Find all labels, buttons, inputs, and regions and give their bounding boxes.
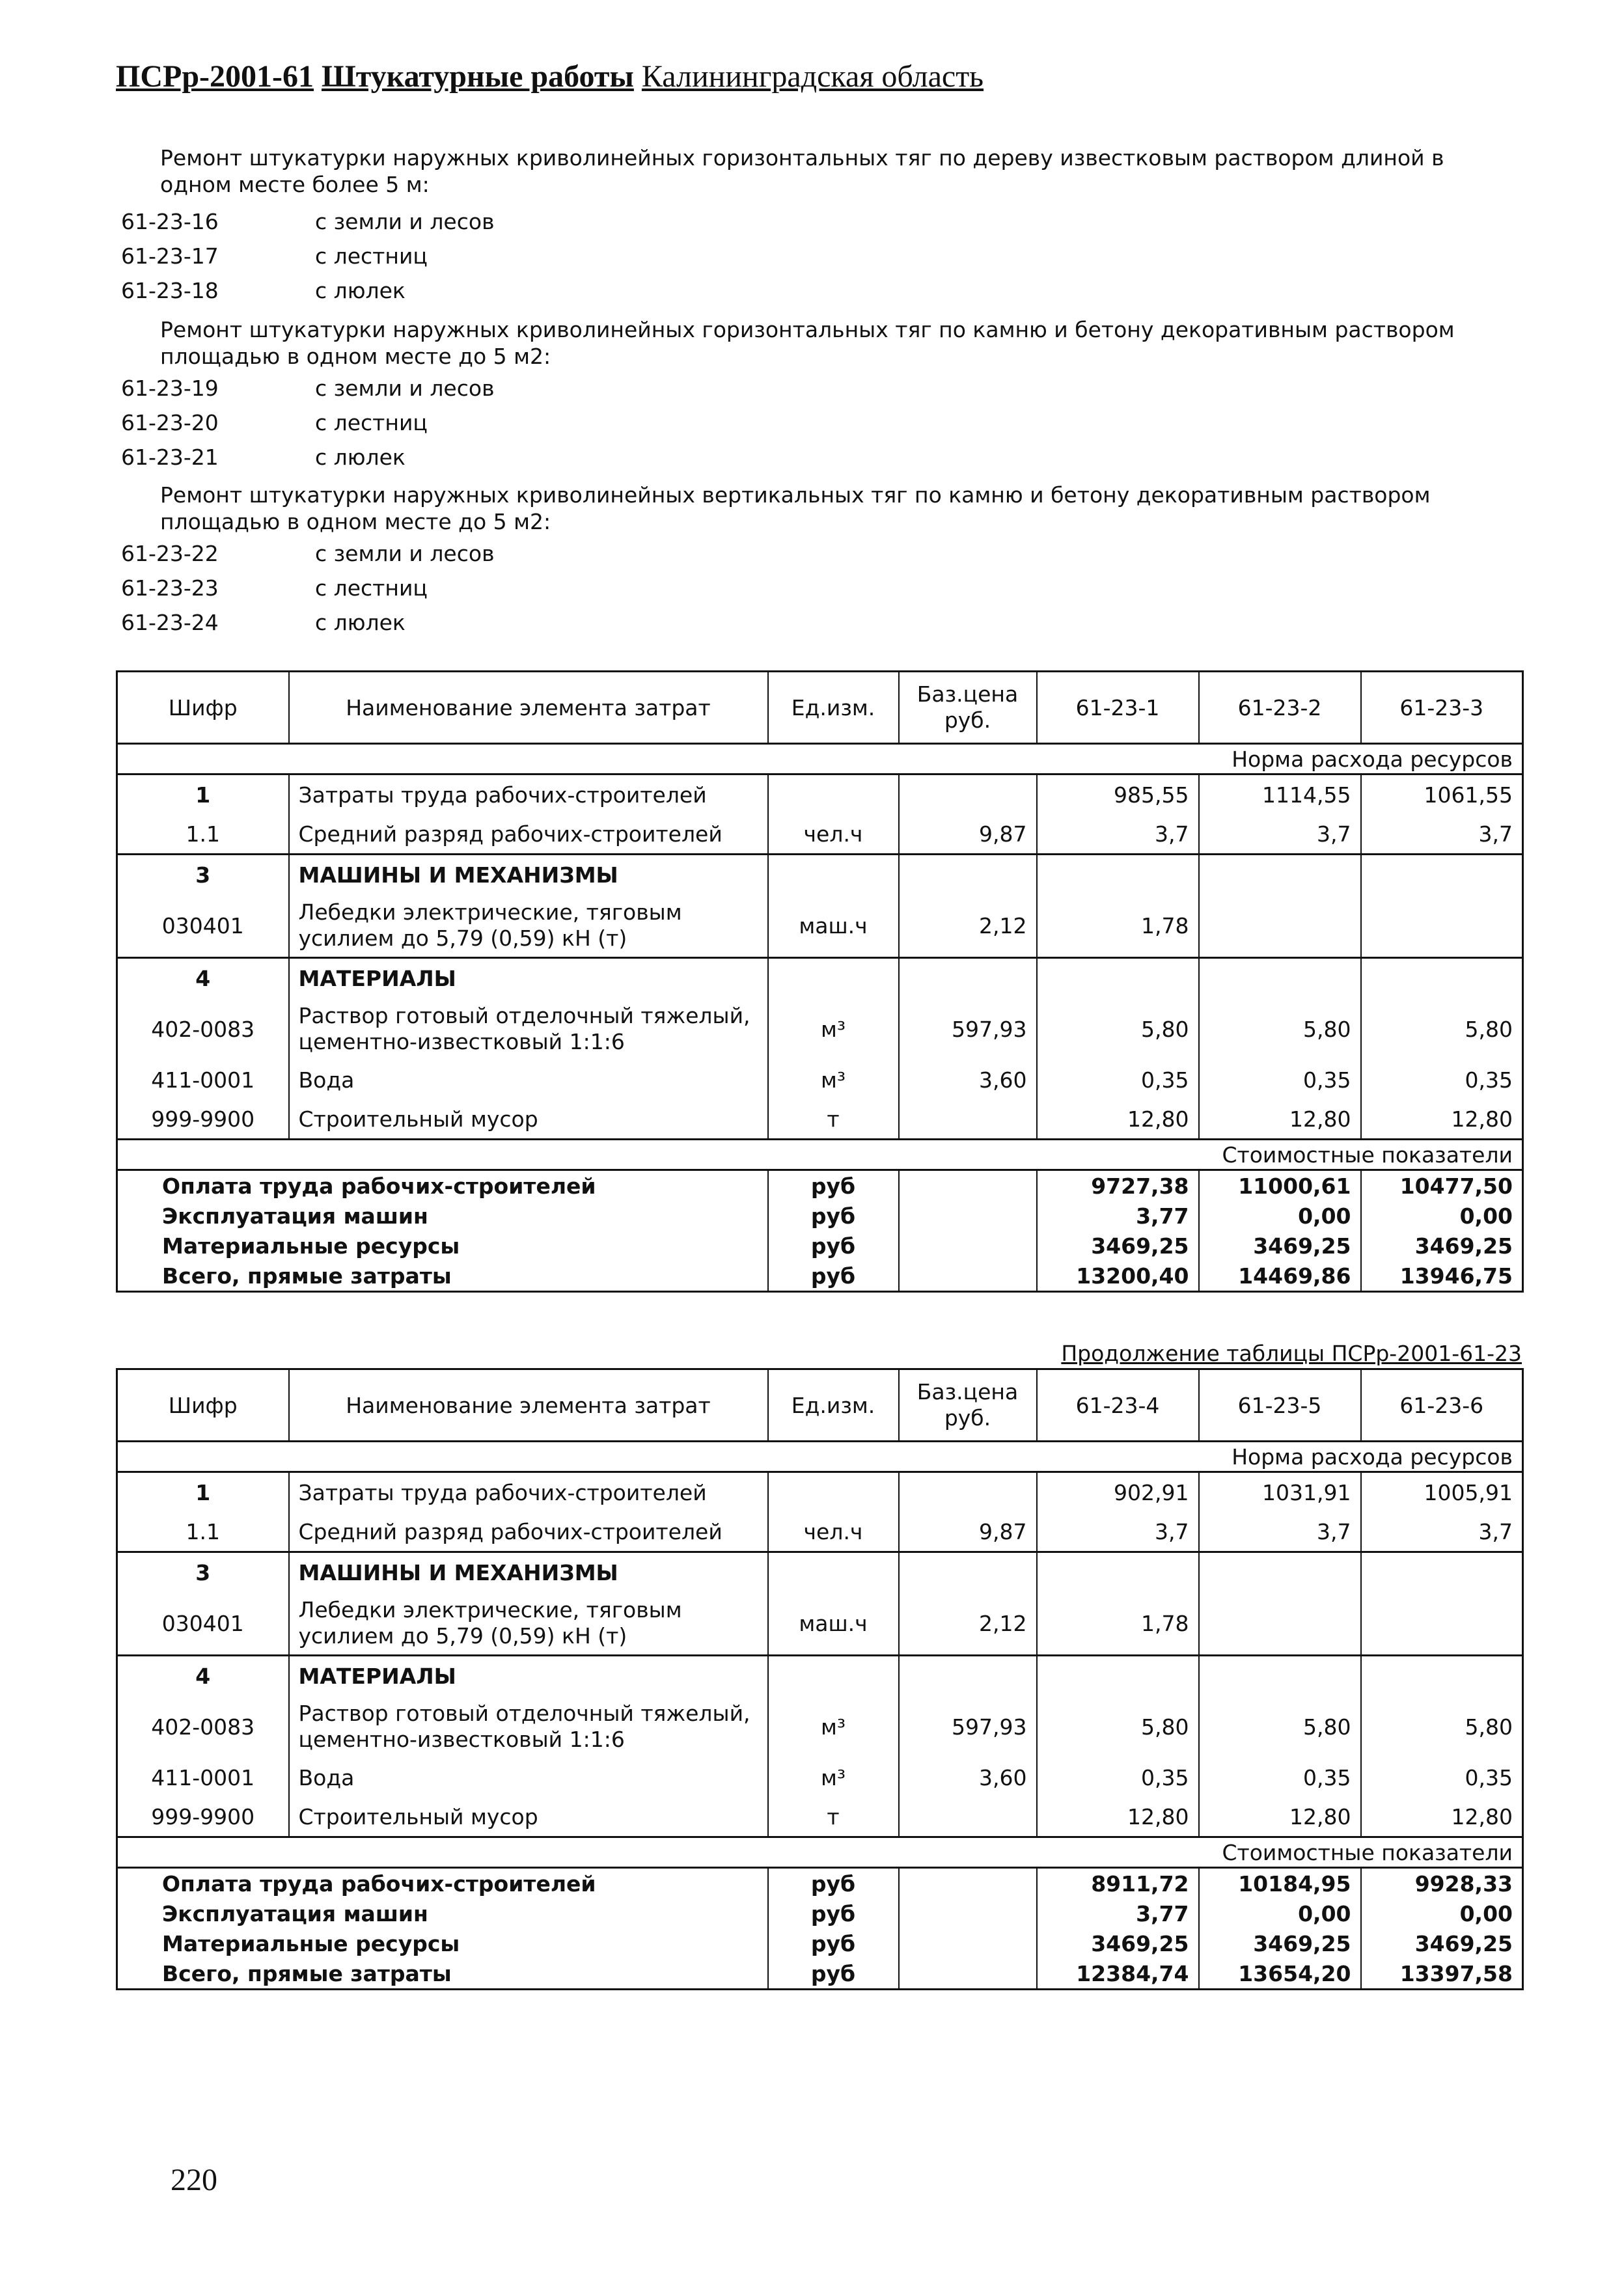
summary-value: 0,00 bbox=[1361, 1898, 1523, 1928]
cell-code: 402-0083 bbox=[117, 1695, 289, 1758]
summary-unit: руб bbox=[768, 1898, 899, 1928]
summary-value: 8911,72 bbox=[1037, 1868, 1199, 1899]
cell-value: 5,80 bbox=[1361, 1695, 1523, 1758]
summary-unit: руб bbox=[768, 1928, 899, 1958]
section-label: Норма расхода ресурсов bbox=[117, 1442, 1523, 1472]
cell-value bbox=[1361, 1656, 1523, 1696]
cell-value: 3,7 bbox=[1199, 1512, 1361, 1552]
summary-value: 9928,33 bbox=[1361, 1868, 1523, 1899]
cell-value: 3,7 bbox=[1361, 1512, 1523, 1552]
summary-label: Оплата труда рабочих-строителей bbox=[117, 1868, 768, 1899]
summary-value: 11000,61 bbox=[1199, 1170, 1361, 1201]
table-row bbox=[117, 1099, 1523, 1140]
resource-table-2 bbox=[116, 1368, 1524, 1990]
cell-code: 411-0001 bbox=[117, 1060, 289, 1099]
cell-unit: т bbox=[768, 1797, 899, 1837]
item-text: с земли и лесов bbox=[315, 376, 495, 401]
summary-value: 3469,25 bbox=[1199, 1231, 1361, 1261]
summary-row bbox=[117, 1868, 1523, 1899]
cell-name: Вода bbox=[289, 1758, 768, 1797]
section-description: Ремонт штукатурки наружных криволинейных вертикальных тяг по камню и бетону декоративным раствором площадью в одном месте до 5 м2: bbox=[160, 482, 1431, 534]
cell-unit: чел.ч bbox=[768, 814, 899, 855]
item-code: 61-23-20 bbox=[121, 410, 219, 435]
summary-value: 13397,58 bbox=[1361, 1958, 1523, 1990]
summary-value: 13654,20 bbox=[1199, 1958, 1361, 1990]
cell-value bbox=[1361, 1592, 1523, 1656]
summary-price bbox=[899, 1231, 1037, 1261]
cell-value bbox=[1361, 894, 1523, 958]
cell-value: 1114,55 bbox=[1199, 774, 1361, 815]
cell-value bbox=[1037, 1552, 1199, 1593]
summary-value: 10477,50 bbox=[1361, 1170, 1523, 1201]
summary-value: 12384,74 bbox=[1037, 1958, 1199, 1990]
summary-price bbox=[899, 1898, 1037, 1928]
section-label: Стоимостные показатели bbox=[117, 1140, 1523, 1170]
item-text: с люлек bbox=[315, 278, 406, 303]
item-code: 61-23-19 bbox=[121, 376, 219, 401]
table-row bbox=[117, 894, 1523, 958]
summary-price bbox=[899, 1261, 1037, 1292]
cell-price: 597,93 bbox=[899, 998, 1037, 1060]
cell-value: 0,35 bbox=[1361, 1758, 1523, 1797]
item-code: 61-23-22 bbox=[121, 541, 219, 566]
summary-label: Эксплуатация машин bbox=[117, 1898, 768, 1928]
table-row bbox=[117, 1060, 1523, 1099]
cell-value: 1,78 bbox=[1037, 1592, 1199, 1656]
table-row bbox=[117, 855, 1523, 895]
summary-unit: руб bbox=[768, 1201, 899, 1231]
summary-label: Эксплуатация машин bbox=[117, 1201, 768, 1231]
cell-name: Вода bbox=[289, 1060, 768, 1099]
cell-price bbox=[899, 1552, 1037, 1593]
header-column: 61-23-1 bbox=[1037, 672, 1199, 744]
summary-price bbox=[899, 1868, 1037, 1899]
cell-value bbox=[1199, 1592, 1361, 1656]
section-description: Ремонт штукатурки наружных криволинейных горизонтальных тяг по камню и бетону декоративным раствором площадью в одном месте до 5 м2: bbox=[160, 317, 1455, 369]
summary-value: 0,00 bbox=[1199, 1201, 1361, 1231]
cell-value: 12,80 bbox=[1037, 1099, 1199, 1140]
list-item bbox=[121, 536, 1521, 571]
summary-unit: руб bbox=[768, 1231, 899, 1261]
summary-value: 10184,95 bbox=[1199, 1868, 1361, 1899]
cell-value: 5,80 bbox=[1199, 998, 1361, 1060]
summary-row bbox=[117, 1928, 1523, 1958]
cell-unit bbox=[768, 1656, 899, 1696]
summary-label: Материальные ресурсы bbox=[117, 1231, 768, 1261]
section-row bbox=[117, 744, 1523, 774]
section-block-2 bbox=[121, 316, 1521, 474]
summary-unit: руб bbox=[768, 1170, 899, 1201]
summary-row bbox=[117, 1201, 1523, 1231]
cell-value bbox=[1037, 1656, 1199, 1696]
summary-price bbox=[899, 1958, 1037, 1990]
summary-value: 3469,25 bbox=[1037, 1231, 1199, 1261]
cell-value bbox=[1199, 855, 1361, 895]
cell-unit: м³ bbox=[768, 998, 899, 1060]
cell-code: 030401 bbox=[117, 1592, 289, 1656]
cell-unit: маш.ч bbox=[768, 1592, 899, 1656]
cell-value: 3,7 bbox=[1037, 814, 1199, 855]
table-row bbox=[117, 1695, 1523, 1758]
summary-value: 0,00 bbox=[1361, 1201, 1523, 1231]
table-row bbox=[117, 1797, 1523, 1837]
table-row bbox=[117, 1472, 1523, 1513]
cell-value bbox=[1361, 855, 1523, 895]
table-row bbox=[117, 1758, 1523, 1797]
cell-price bbox=[899, 1472, 1037, 1513]
item-text: с лестниц bbox=[315, 575, 428, 601]
item-text: с земли и лесов bbox=[315, 209, 495, 234]
cell-name: МАШИНЫ И МЕХАНИЗМЫ bbox=[289, 855, 768, 895]
cell-value bbox=[1199, 958, 1361, 998]
summary-value: 3,77 bbox=[1037, 1201, 1199, 1231]
section-row bbox=[117, 1140, 1523, 1170]
summary-unit: руб bbox=[768, 1958, 899, 1990]
header-column: 61-23-5 bbox=[1199, 1369, 1361, 1442]
summary-value: 9727,38 bbox=[1037, 1170, 1199, 1201]
cell-value: 3,7 bbox=[1361, 814, 1523, 855]
cell-value: 1061,55 bbox=[1361, 774, 1523, 815]
table-row bbox=[117, 774, 1523, 815]
summary-value: 3469,25 bbox=[1361, 1231, 1523, 1261]
header-code: Шифр bbox=[117, 1369, 289, 1442]
cell-code: 411-0001 bbox=[117, 1758, 289, 1797]
summary-label: Материальные ресурсы bbox=[117, 1928, 768, 1958]
table-row bbox=[117, 998, 1523, 1060]
cell-price bbox=[899, 1099, 1037, 1140]
cell-unit: чел.ч bbox=[768, 1512, 899, 1552]
item-text: с лестниц bbox=[315, 243, 428, 269]
cell-value bbox=[1199, 1552, 1361, 1593]
cell-code: 1.1 bbox=[117, 1512, 289, 1552]
header-name: Наименование элемента затрат bbox=[289, 1369, 768, 1442]
cell-name: Раствор готовый отделочный тяжелый, цементно-известковый 1:1:6 bbox=[289, 998, 768, 1060]
item-code: 61-23-23 bbox=[121, 575, 219, 601]
section-block-3 bbox=[121, 482, 1521, 640]
table-header-row bbox=[117, 1369, 1523, 1442]
header-column: 61-23-6 bbox=[1361, 1369, 1523, 1442]
summary-unit: руб bbox=[768, 1261, 899, 1292]
header-name: Наименование элемента затрат bbox=[289, 672, 768, 744]
list-item bbox=[121, 440, 1521, 474]
table-row bbox=[117, 814, 1523, 855]
cell-code: 1.1 bbox=[117, 814, 289, 855]
cell-price: 597,93 bbox=[899, 1695, 1037, 1758]
item-text: с люлек bbox=[315, 445, 406, 470]
cell-value: 1005,91 bbox=[1361, 1472, 1523, 1513]
cell-value: 985,55 bbox=[1037, 774, 1199, 815]
summary-row bbox=[117, 1231, 1523, 1261]
continuation-note: Продолжение таблицы ПСРр-2001-61-23 bbox=[1061, 1341, 1522, 1366]
summary-value: 3469,25 bbox=[1037, 1928, 1199, 1958]
cell-code: 4 bbox=[117, 1656, 289, 1696]
cell-code: 3 bbox=[117, 1552, 289, 1593]
summary-label: Всего, прямые затраты bbox=[117, 1958, 768, 1990]
cell-value: 0,35 bbox=[1199, 1758, 1361, 1797]
summary-value: 3469,25 bbox=[1199, 1928, 1361, 1958]
table-row bbox=[117, 958, 1523, 998]
cell-unit: м³ bbox=[768, 1758, 899, 1797]
table-header-row bbox=[117, 672, 1523, 744]
list-item bbox=[121, 571, 1521, 605]
section-label: Норма расхода ресурсов bbox=[117, 744, 1523, 774]
table-row bbox=[117, 1552, 1523, 1593]
summary-value: 3469,25 bbox=[1361, 1928, 1523, 1958]
cell-value: 12,80 bbox=[1037, 1797, 1199, 1837]
summary-value: 3,77 bbox=[1037, 1898, 1199, 1928]
summary-label: Оплата труда рабочих-строителей bbox=[117, 1170, 768, 1201]
cell-price bbox=[899, 958, 1037, 998]
cell-name: МАТЕРИАЛЫ bbox=[289, 958, 768, 998]
header-unit: Ед.изм. bbox=[768, 672, 899, 744]
cell-name: Раствор готовый отделочный тяжелый, цементно-известковый 1:1:6 bbox=[289, 1695, 768, 1758]
cell-unit bbox=[768, 774, 899, 815]
section-label: Стоимостные показатели bbox=[117, 1837, 1523, 1868]
summary-row bbox=[117, 1170, 1523, 1201]
cell-value: 12,80 bbox=[1199, 1099, 1361, 1140]
cell-code: 402-0083 bbox=[117, 998, 289, 1060]
cell-value: 902,91 bbox=[1037, 1472, 1199, 1513]
cell-price bbox=[899, 1656, 1037, 1696]
cell-unit bbox=[768, 958, 899, 998]
document-code: ПСРр-2001-61 bbox=[116, 59, 314, 94]
summary-price bbox=[899, 1201, 1037, 1231]
header-column: 61-23-4 bbox=[1037, 1369, 1199, 1442]
header-price: Баз.цена руб. bbox=[899, 672, 1037, 744]
item-code: 61-23-16 bbox=[121, 209, 219, 234]
cell-value bbox=[1199, 894, 1361, 958]
cell-value bbox=[1199, 1656, 1361, 1696]
cell-unit: м³ bbox=[768, 1695, 899, 1758]
cell-name: МАШИНЫ И МЕХАНИЗМЫ bbox=[289, 1552, 768, 1593]
cell-value: 0,35 bbox=[1199, 1060, 1361, 1099]
cell-name: Лебедки электрические, тяговым усилием до 5,79 (0,59) кН (т) bbox=[289, 1592, 768, 1656]
summary-price bbox=[899, 1928, 1037, 1958]
item-code: 61-23-18 bbox=[121, 278, 219, 303]
cell-value: 1,78 bbox=[1037, 894, 1199, 958]
cell-name: Средний разряд рабочих-строителей bbox=[289, 1512, 768, 1552]
cell-price: 2,12 bbox=[899, 894, 1037, 958]
cell-value: 1031,91 bbox=[1199, 1472, 1361, 1513]
cell-code: 3 bbox=[117, 855, 289, 895]
cell-value: 5,80 bbox=[1361, 998, 1523, 1060]
cell-code: 999-9900 bbox=[117, 1797, 289, 1837]
cell-value: 3,7 bbox=[1037, 1512, 1199, 1552]
list-item bbox=[121, 371, 1521, 405]
cell-value: 12,80 bbox=[1361, 1099, 1523, 1140]
cell-name: Строительный мусор bbox=[289, 1797, 768, 1837]
cell-value: 0,35 bbox=[1361, 1060, 1523, 1099]
cell-unit: м³ bbox=[768, 1060, 899, 1099]
cell-name: МАТЕРИАЛЫ bbox=[289, 1656, 768, 1696]
cell-code: 030401 bbox=[117, 894, 289, 958]
list-item bbox=[121, 204, 1521, 239]
cell-name: Лебедки электрические, тяговым усилием до 5,79 (0,59) кН (т) bbox=[289, 894, 768, 958]
section-row bbox=[117, 1837, 1523, 1868]
table-row bbox=[117, 1656, 1523, 1696]
list-item bbox=[121, 239, 1521, 273]
list-item bbox=[121, 273, 1521, 308]
item-code: 61-23-17 bbox=[121, 243, 219, 269]
cell-unit: маш.ч bbox=[768, 894, 899, 958]
cell-name: Строительный мусор bbox=[289, 1099, 768, 1140]
cell-unit bbox=[768, 1472, 899, 1513]
cell-name: Средний разряд рабочих-строителей bbox=[289, 814, 768, 855]
cell-price: 3,60 bbox=[899, 1060, 1037, 1099]
cell-value: 12,80 bbox=[1199, 1797, 1361, 1837]
cell-code: 1 bbox=[117, 774, 289, 815]
cell-value: 5,80 bbox=[1037, 1695, 1199, 1758]
cell-price: 9,87 bbox=[899, 1512, 1037, 1552]
header-code: Шифр bbox=[117, 672, 289, 744]
cell-price: 9,87 bbox=[899, 814, 1037, 855]
cell-price: 2,12 bbox=[899, 1592, 1037, 1656]
table-row bbox=[117, 1592, 1523, 1656]
cell-value: 3,7 bbox=[1199, 814, 1361, 855]
cell-unit bbox=[768, 855, 899, 895]
cell-value: 12,80 bbox=[1361, 1797, 1523, 1837]
cell-code: 1 bbox=[117, 1472, 289, 1513]
cell-value: 5,80 bbox=[1037, 998, 1199, 1060]
section-block-1 bbox=[121, 144, 1521, 308]
list-item bbox=[121, 405, 1521, 440]
cell-value bbox=[1361, 1552, 1523, 1593]
cell-value bbox=[1361, 958, 1523, 998]
summary-value: 13946,75 bbox=[1361, 1261, 1523, 1292]
header-price: Баз.цена руб. bbox=[899, 1369, 1037, 1442]
cell-unit bbox=[768, 1552, 899, 1593]
list-item bbox=[121, 605, 1521, 640]
cell-value: 5,80 bbox=[1199, 1695, 1361, 1758]
cell-code: 999-9900 bbox=[117, 1099, 289, 1140]
summary-value: 14469,86 bbox=[1199, 1261, 1361, 1292]
summary-row bbox=[117, 1261, 1523, 1292]
item-code: 61-23-21 bbox=[121, 445, 219, 470]
cell-price bbox=[899, 774, 1037, 815]
item-text: с люлек bbox=[315, 610, 406, 635]
summary-row bbox=[117, 1898, 1523, 1928]
cell-price: 3,60 bbox=[899, 1758, 1037, 1797]
cell-value bbox=[1037, 855, 1199, 895]
summary-label: Всего, прямые затраты bbox=[117, 1261, 768, 1292]
item-code: 61-23-24 bbox=[121, 610, 219, 635]
cell-name: Затраты труда рабочих-строителей bbox=[289, 1472, 768, 1513]
item-text: с лестниц bbox=[315, 410, 428, 435]
table-row bbox=[117, 1512, 1523, 1552]
cell-value: 0,35 bbox=[1037, 1060, 1199, 1099]
cell-value: 0,35 bbox=[1037, 1758, 1199, 1797]
section-row bbox=[117, 1442, 1523, 1472]
header-column: 61-23-2 bbox=[1199, 672, 1361, 744]
summary-price bbox=[899, 1170, 1037, 1201]
header-unit: Ед.изм. bbox=[768, 1369, 899, 1442]
cell-price bbox=[899, 1797, 1037, 1837]
summary-value: 13200,40 bbox=[1037, 1261, 1199, 1292]
cell-code: 4 bbox=[117, 958, 289, 998]
resource-table-1 bbox=[116, 670, 1524, 1293]
summary-value: 0,00 bbox=[1199, 1898, 1361, 1928]
page-number: 220 bbox=[171, 2163, 217, 2197]
cell-name: Затраты труда рабочих-строителей bbox=[289, 774, 768, 815]
document-region: Калининградская область bbox=[641, 59, 984, 94]
item-text: с земли и лесов bbox=[315, 541, 495, 566]
cell-price bbox=[899, 855, 1037, 895]
header-column: 61-23-3 bbox=[1361, 672, 1523, 744]
document-title: Штукатурные работы bbox=[321, 59, 634, 94]
page-header bbox=[116, 57, 1522, 96]
section-description: Ремонт штукатурки наружных криволинейных горизонтальных тяг по дереву известковым раствором длиной в одном месте более 5 м: bbox=[160, 145, 1444, 197]
summary-unit: руб bbox=[768, 1868, 899, 1899]
summary-row bbox=[117, 1958, 1523, 1990]
cell-value bbox=[1037, 958, 1199, 998]
cell-unit: т bbox=[768, 1099, 899, 1140]
